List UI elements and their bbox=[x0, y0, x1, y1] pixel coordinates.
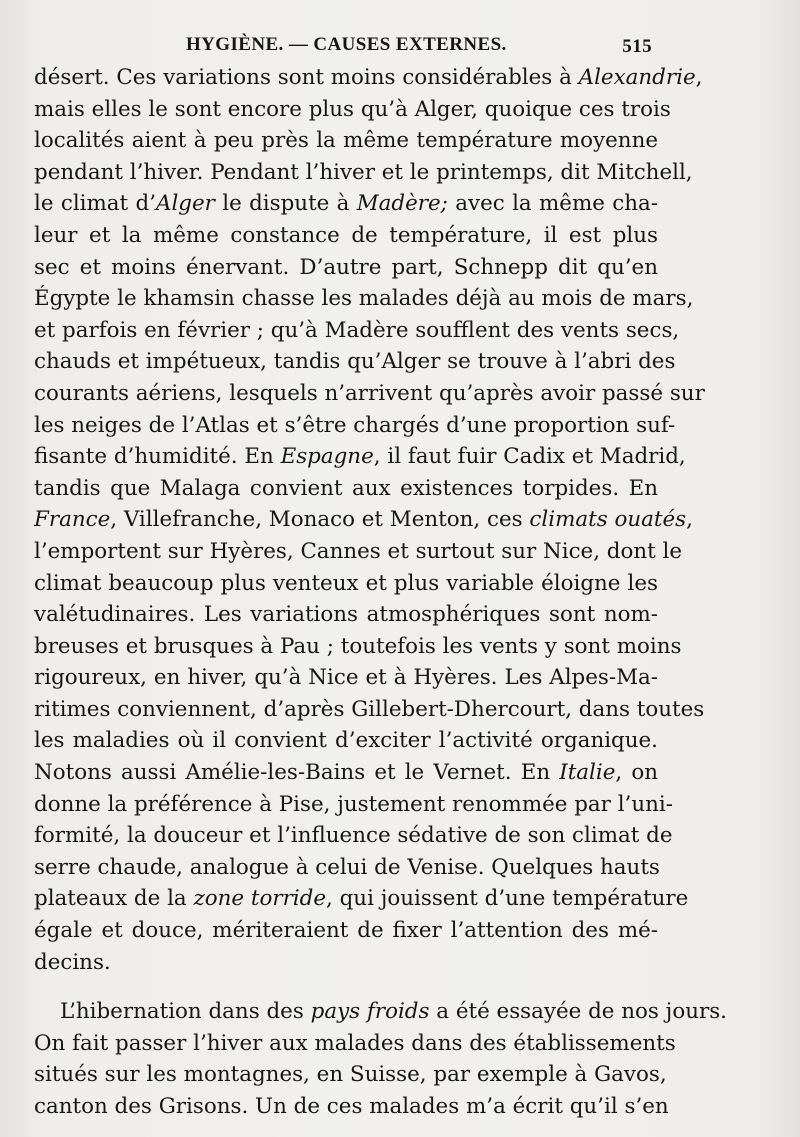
page-header bbox=[186, 30, 652, 60]
text-line bbox=[34, 883, 689, 915]
text-segment: , il faut fuir Cadix et Madrid, bbox=[373, 444, 686, 470]
text-line bbox=[34, 157, 693, 189]
italic-text-segment: France bbox=[34, 507, 111, 533]
text-line bbox=[34, 1091, 669, 1123]
italic-text-segment: Madère; bbox=[356, 191, 448, 217]
text-segment: situés sur les montagnes, en Suisse, par exemple à Gavos, bbox=[34, 1062, 667, 1088]
text-segment: pendant l’hiver. Pendant l’hiver et le printemps, dit Mitchell, bbox=[34, 159, 693, 185]
text-line bbox=[34, 220, 658, 252]
text-segment: désert. Ces variations sont moins considérables à bbox=[34, 65, 579, 90]
text-line bbox=[34, 410, 676, 442]
text-segment: localités aient à peu près la même température moyenne bbox=[34, 128, 658, 154]
text-line bbox=[34, 252, 658, 284]
text-line bbox=[34, 504, 693, 536]
text-line bbox=[34, 631, 682, 663]
italic-text-segment: Italie bbox=[559, 760, 616, 786]
text-segment: Notons aussi Amélie-les-Bains et le Vernet. En bbox=[34, 760, 560, 786]
text-line bbox=[34, 996, 727, 1028]
italic-text-segment: zone torride bbox=[193, 886, 326, 912]
text-line bbox=[34, 947, 658, 979]
text-line bbox=[34, 789, 673, 821]
text-segment: serre chaude, analogue à celui de Venise. Quelques hauts bbox=[34, 854, 660, 880]
text-line bbox=[34, 757, 658, 789]
text-line bbox=[34, 599, 658, 631]
text-line bbox=[34, 188, 658, 220]
body-text bbox=[34, 62, 727, 1123]
text-line bbox=[34, 568, 658, 600]
text-segment: climat beaucoup plus venteux et plus variable éloigne les bbox=[34, 570, 658, 596]
text-line bbox=[34, 820, 673, 852]
text-line bbox=[34, 852, 658, 884]
text-segment: leur et la même constance de température, il est plus bbox=[34, 222, 658, 248]
text-segment: chauds et impétueux, tandis qu’Alger se trouve à l’abri des bbox=[34, 349, 676, 375]
italic-text-segment: Espagne bbox=[280, 444, 374, 470]
text-segment: donne la préférence à Pise, justement renommée par l’uni- bbox=[34, 791, 673, 817]
text-line bbox=[34, 378, 705, 410]
running-title: HYGIÈNE. — CAUSES EXTERNES. bbox=[186, 34, 507, 55]
text-line bbox=[34, 725, 658, 757]
text-segment: plateaux de la bbox=[34, 886, 194, 912]
text-segment: sec et moins énervant. D’autre part, Schnepp dit qu’en bbox=[34, 254, 658, 280]
text-segment: breuses et brusques à Pau ; toutefois les vents y sont moins bbox=[34, 633, 682, 659]
text-segment: , on bbox=[615, 760, 658, 786]
text-segment: , bbox=[686, 507, 693, 533]
italic-text-segment: Alexandrie bbox=[578, 65, 696, 90]
text-segment: valétudinaires. Les variations atmosphériques sont nom- bbox=[34, 602, 658, 628]
text-segment: le climat d’ bbox=[34, 191, 156, 217]
text-line bbox=[34, 315, 680, 347]
text-segment: , Villefranche, Monaco et Menton, ces bbox=[110, 507, 530, 533]
text-segment: fisante d’humidité. En bbox=[34, 444, 281, 470]
text-line bbox=[34, 283, 694, 315]
text-line bbox=[34, 62, 703, 94]
text-segment: canton des Grisons. Un de ces malades m’a écrit qu’il s’en bbox=[34, 1094, 669, 1119]
text-segment: les neiges de l’Atlas et s’être chargés d’une proportion suf- bbox=[34, 412, 676, 438]
text-segment: le dispute à bbox=[214, 191, 357, 217]
text-segment: a été essayée de nos jours. bbox=[429, 999, 727, 1025]
italic-text-segment: pays froids bbox=[310, 999, 430, 1025]
italic-text-segment: Alger bbox=[156, 191, 215, 217]
text-line bbox=[34, 125, 658, 157]
text-line bbox=[34, 441, 686, 473]
text-segment: mais elles le sont encore plus qu’à Alger, quoique ces trois bbox=[34, 96, 671, 122]
text-segment: , bbox=[695, 65, 703, 90]
text-segment: courants aériens, lesquels n’arrivent qu’après avoir passé sur bbox=[34, 380, 705, 406]
text-line bbox=[34, 94, 671, 126]
text-line bbox=[34, 662, 658, 694]
text-segment: avec la même cha- bbox=[447, 191, 658, 217]
italic-text-segment: climats ouatés bbox=[529, 507, 687, 533]
text-segment: tandis que Malaga convient aux existences torpides. En bbox=[34, 475, 658, 501]
text-segment: les maladies où il convient d’exciter l’activité organique. bbox=[34, 728, 658, 754]
text-segment: On fait passer l’hiver aux malades dans des établissements bbox=[34, 1030, 676, 1056]
text-segment: égale et douce, mériteraient de fixer l’attention des mé- bbox=[34, 918, 658, 944]
text-line bbox=[34, 694, 705, 726]
text-segment: , qui jouissent d’une température bbox=[326, 886, 689, 912]
text-segment: rigoureux, en hiver, qu’à Nice et à Hyères. Les Alpes-Ma- bbox=[34, 665, 658, 691]
text-segment: et parfois en février ; qu’à Madère soufflent des vents secs, bbox=[34, 317, 680, 343]
text-segment: decins. bbox=[34, 949, 111, 975]
text-segment: L’hibernation dans des bbox=[60, 999, 311, 1025]
text-line bbox=[34, 536, 683, 568]
text-line bbox=[34, 346, 676, 378]
page-number: 515 bbox=[622, 36, 652, 57]
text-line bbox=[34, 473, 658, 505]
text-segment: ritimes conviennent, d’après Gillebert-Dhercourt, dans toutes bbox=[34, 696, 705, 722]
text-line bbox=[34, 1028, 676, 1060]
text-segment: l’emportent sur Hyères, Cannes et surtout sur Nice, dont le bbox=[34, 538, 683, 564]
text-line bbox=[34, 1059, 667, 1091]
text-segment: Égypte le khamsin chasse les malades déjà au mois de mars, bbox=[34, 286, 694, 312]
text-segment: formité, la douceur et l’influence sédative de son climat de bbox=[34, 823, 673, 849]
text-line bbox=[34, 915, 658, 947]
